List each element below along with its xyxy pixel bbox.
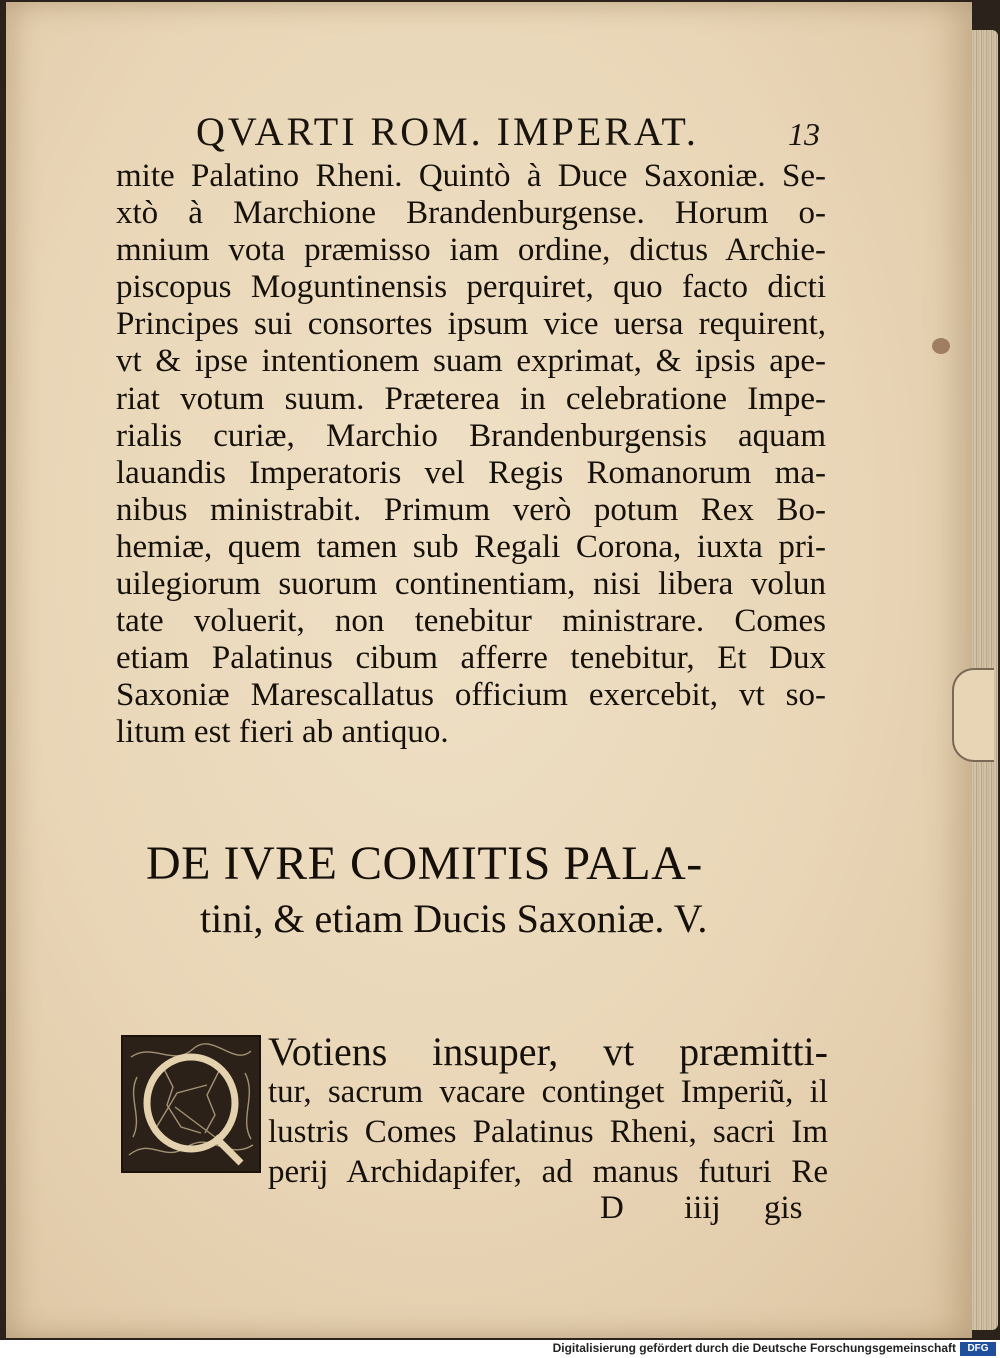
signature-letter: D (600, 1190, 624, 1226)
page-clip (952, 668, 994, 762)
page-number: 13 (788, 116, 820, 152)
text-line: Votiens insuper, vt præmitti- (268, 1029, 828, 1074)
text-line: tate voluerit, non tenebitur ministrare. Comes (116, 603, 826, 640)
funding-credit: Digitalisierung gefördert durch die Deutsche Forschungsgemeinschaft (552, 1341, 956, 1355)
text-line: xtò à Marchione Brandenburgense. Horum o- (116, 195, 826, 232)
text-line: Saxoniæ Marescallatus officium exercebit, vt so- (116, 677, 826, 714)
footer-bar (0, 1340, 1000, 1358)
section-paragraph (268, 1029, 828, 1192)
stain-spot (932, 338, 950, 354)
text-line: hemiæ, quem tamen sub Regali Corona, iuxta pri- (116, 528, 826, 565)
decorated-initial (121, 1035, 261, 1173)
dfg-logo: DFG (960, 1342, 996, 1356)
heading-line: tini, & etiam Ducis Saxoniæ. V. (200, 896, 708, 941)
catchword: gis (764, 1190, 803, 1226)
text-line: vt & ipse intentionem suam exprimat, & ipsis ape- (116, 343, 826, 380)
heading-line: DE IVRE COMITIS PALA- (146, 837, 703, 890)
signature-number: iiij (684, 1190, 721, 1226)
text-line: etiam Palatinus cibum afferre tenebitur, Et Dux (116, 640, 826, 677)
text-line: uilegiorum suorum continentiam, nisi libera volun (116, 566, 826, 603)
signature-line (600, 1190, 822, 1230)
text-line: lustris Comes Palatinus Rheni, sacri Im (268, 1114, 828, 1150)
woodcut-ornament-icon (123, 1037, 259, 1171)
text-line: piscopus Moguntinensis perquiret, quo facto dicti (116, 269, 826, 306)
running-head: QVARTI ROM. IMPERAT. (196, 109, 699, 154)
text-line: perij Archidapifer, ad manus futuri Re (268, 1154, 828, 1190)
text-line: tur, sacrum vacare continget Imperiũ, il (268, 1074, 828, 1110)
text-line: riat votum suum. Præterea in celebratione Impe- (116, 380, 826, 417)
text-line: mite Palatino Rheni. Quintò à Duce Saxoniæ. Se- (116, 158, 826, 194)
body-text (116, 158, 826, 752)
text-line: Principes sui consortes ipsum vice uersa requirent, (116, 306, 826, 343)
text-line: nibus ministrabit. Primum verò potum Rex Bo- (116, 491, 826, 528)
text-line: mnium vota præmisso iam ordine, dictus Archie- (116, 232, 826, 269)
text-line: litum est fieri ab antiquo. (116, 714, 449, 751)
section-heading (146, 836, 796, 942)
text-line: rialis curiæ, Marchio Brandenburgensis aquam (116, 417, 826, 454)
text-line: lauandis Imperatoris vel Regis Romanorum ma- (116, 454, 826, 491)
